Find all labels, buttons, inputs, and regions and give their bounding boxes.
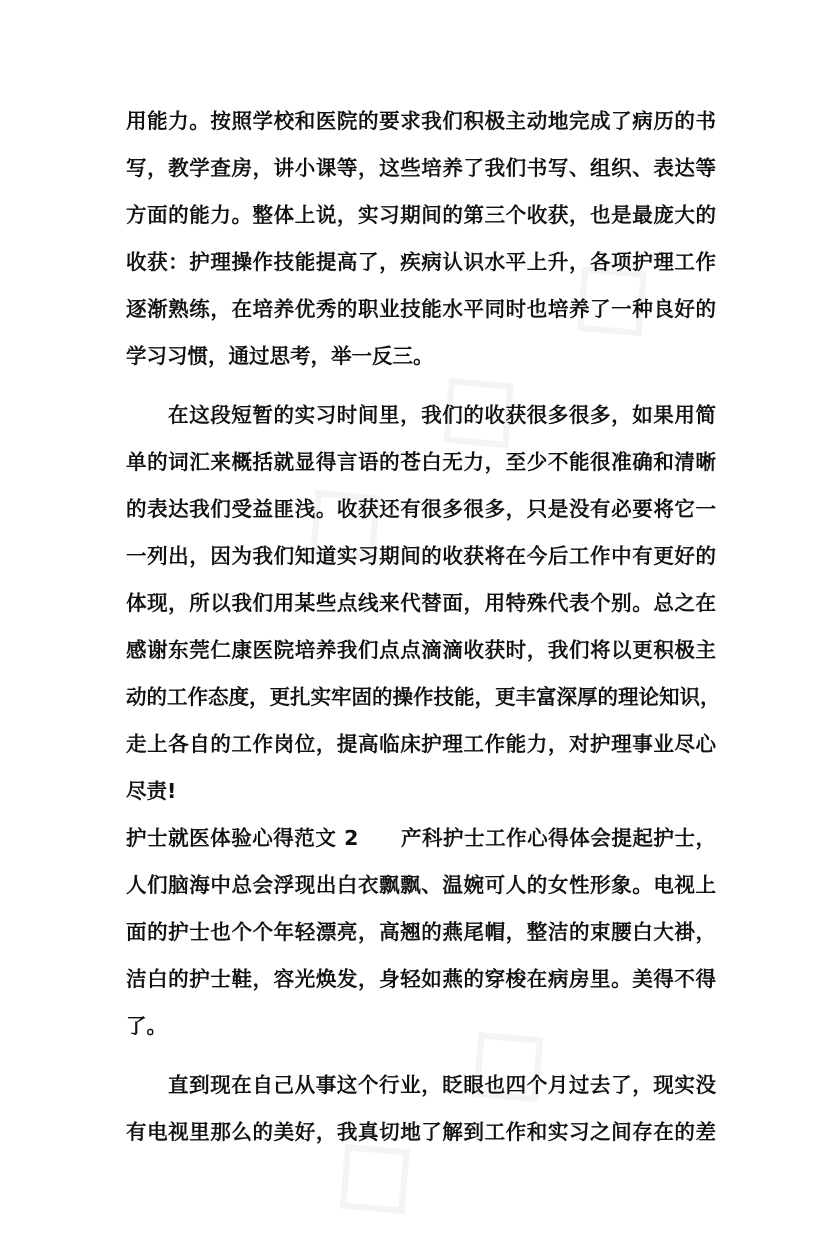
text-line: 逐渐熟练，在培养优秀的职业技能水平同时也培养了一种良好的 xyxy=(126,297,716,321)
text-line: 人们脑海中总会浮现出白衣飘飘、温婉可人的女性形象。电视上 xyxy=(126,873,716,897)
text-line: 走上各自的工作岗位，提高临床护理工作能力，对护理事业尽心 xyxy=(126,732,716,756)
text-line: 体现，所以我们用某些点线来代替面，用特殊代表个别。总之在 xyxy=(126,591,716,615)
text-line: 用能力。按照学校和医院的要求我们积极主动地完成了病历的书 xyxy=(126,109,716,133)
text-line: 在这段短暂的实习时间里，我们的收获很多很多，如果用简 xyxy=(168,403,716,427)
text-line: 写，教学查房，讲小课等，这些培养了我们书写、组织、表达等 xyxy=(126,156,716,180)
text-line: 尽责! xyxy=(126,779,177,803)
document-body xyxy=(126,98,721,1156)
paragraph xyxy=(126,392,721,815)
text-line: 护士就医体验心得范文 2 产科护士工作心得体会提起护士， xyxy=(126,826,716,850)
text-line: 的表达我们受益匪浅。收获还有很多很多，只是没有必要将它一 xyxy=(126,497,716,521)
text-line: 收获：护理操作技能提高了，疾病认识水平上升，各项护理工作 xyxy=(126,250,716,274)
paragraph xyxy=(126,815,716,1050)
text-line: 有电视里那么的美好，我真切地了解到工作和实习之间存在的差 xyxy=(126,1120,716,1144)
text-line: 动的工作态度，更扎实牢固的操作技能，更丰富深厚的理论知识， xyxy=(126,685,721,709)
text-line: 学习习惯，通过思考，举一反三。 xyxy=(126,344,434,368)
paragraph xyxy=(126,1062,716,1156)
text-line: 单的词汇来概括就显得言语的苍白无力，至少不能很准确和清晰 xyxy=(126,450,716,474)
text-line: 了。 xyxy=(126,1014,167,1038)
text-line: 感谢东莞仁康医院培养我们点点滴滴收获时，我们将以更积极主 xyxy=(126,638,716,662)
paragraph xyxy=(126,98,716,380)
text-line: 方面的能力。整体上说，实习期间的第三个收获，也是最庞大的 xyxy=(126,203,716,227)
text-line: 洁白的护士鞋，容光焕发，身轻如燕的穿梭在病房里。美得不得 xyxy=(126,967,716,991)
text-line: 一列出，因为我们知道实习期间的收获将在今后工作中有更好的 xyxy=(126,544,716,568)
text-line: 直到现在自己从事这个行业，眨眼也四个月过去了，现实没 xyxy=(168,1073,716,1097)
text-line: 面的护士也个个年轻漂亮，高翘的燕尾帽，整洁的束腰白大褂， xyxy=(126,920,716,944)
